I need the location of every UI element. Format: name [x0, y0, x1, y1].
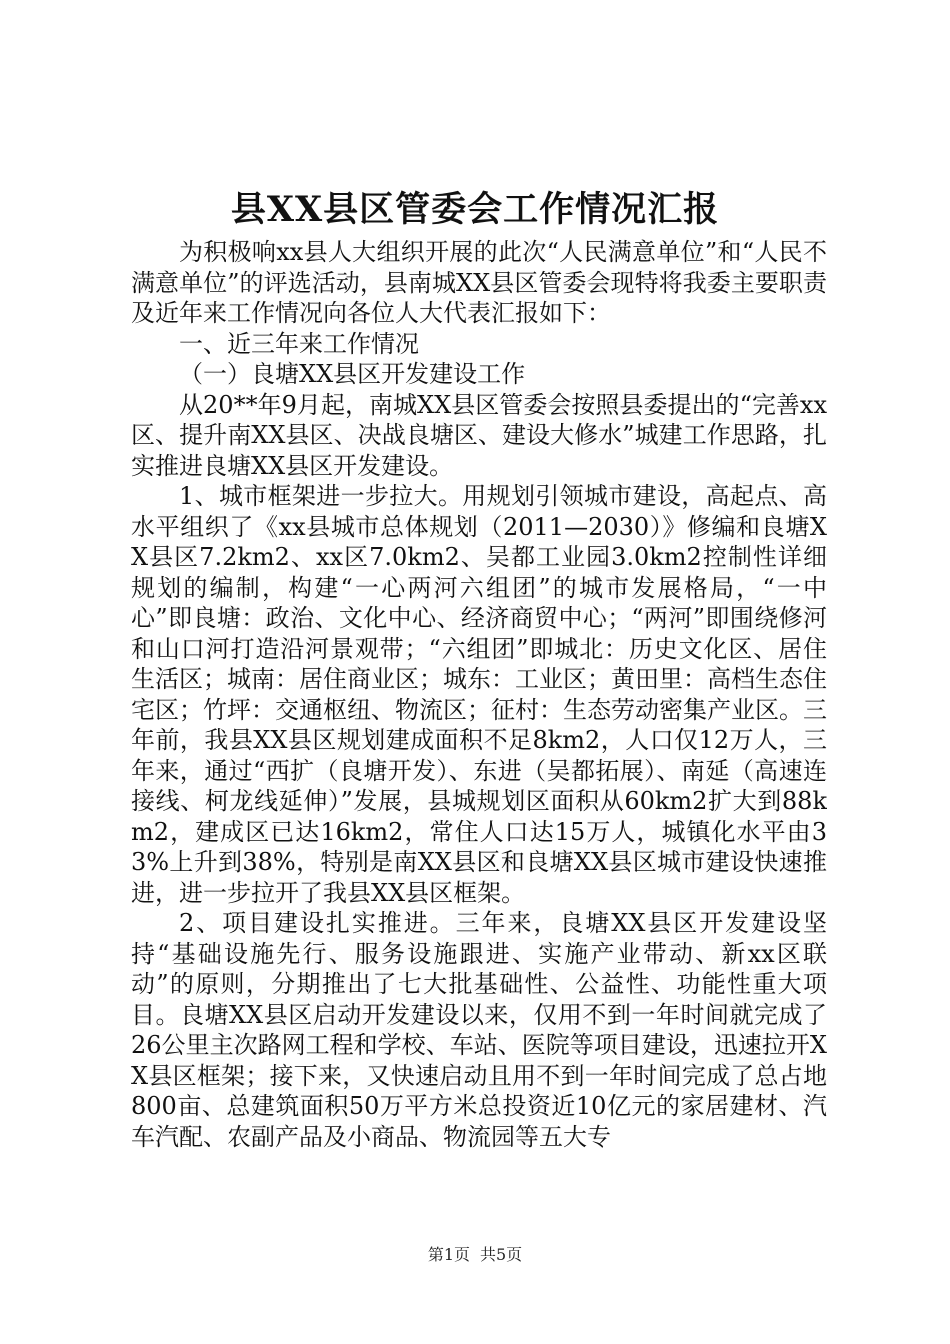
paragraph-intro: 为积极响xx县人大组织开展的此次“人民满意单位”和“人民不满意单位”的评选活动，县南城XX县区管委会现特将我委主要职责及近年来工作情况向各位人大代表汇报如下： — [131, 238, 827, 327]
subsection-heading-1: （一）良塘XX县区开发建设工作 — [179, 360, 526, 388]
document-title: 县XX县区管委会工作情况汇报 — [230, 189, 720, 230]
document-body — [131, 237, 827, 1217]
paragraph-item-1: 1、城市框架进一步拉大。用规划引领城市建设，高起点、高水平组织了《xx县城市总体规划（2011—2030）》修编和良塘XX县区7.2km2、xx区7.0km2、吴都工业园3.0km2控制性详细规划的编制，构建“一心两河六组团”的城市发展格局，“一中心”即良塘：政治、文化中心、经济商贸中心；“两河”即围绕修河和山口河打造沿河景观带；“六组团”即城北：历史文化区、居住生活区；城南：居住商业区；城东：工业区；黄田里：高档生态住宅区；竹坪：交通枢纽、物流区；征村：生态劳动密集产业区。三年前，我县XX县区规划建成面积不足8km2，人口仅12万人，三年来，通过“西扩（良塘开发）、东进（吴都拓展）、南延（高速连接线、柯龙线延伸）”发展，县城规划区面积从60km2扩大到88km2，建成区已达16km2，常住人口达15万人，城镇化水平由33%上升到38%，特别是南XX县区和良塘XX县区城市建设快速推进，进一步拉开了我县XX县区框架。 — [131, 482, 827, 907]
page-number: 第1页 — [427, 1245, 470, 1264]
paragraph-since-2013: 从20**年9月起，南城XX县区管委会按照县委提出的“完善xx区、提升南XX县区、决战良塘区、建设大修水”城建工作思路，扎实推进良塘XX县区开发建设。 — [131, 390, 827, 480]
section-heading-1: 一、近三年来工作情况 — [179, 329, 419, 358]
page-footer — [0, 1244, 950, 1266]
paragraph-item-2: 2、项目建设扎实推进。三年来，良塘XX县区开发建设坚持“基础设施先行、服务设施跟进、实施产业带动、新xx区联动”的原则，分期推出了七大批基础性、公益性、功能性重大项目。良塘XX县区启动开发建设以来，仅用不到一年时间就完成了26公里主次路网工程和学校、车站、医院等项目建设，迅速拉开XX县区框架；接下来，又快速启动且用不到一年时间完成了总占地800亩、总建筑面积50万平方米总投资近10亿元的家居建材、汽车汽配、农副产品及小商品、物流园等五大专 — [131, 909, 827, 1151]
page-total: 共5页 — [480, 1245, 523, 1264]
